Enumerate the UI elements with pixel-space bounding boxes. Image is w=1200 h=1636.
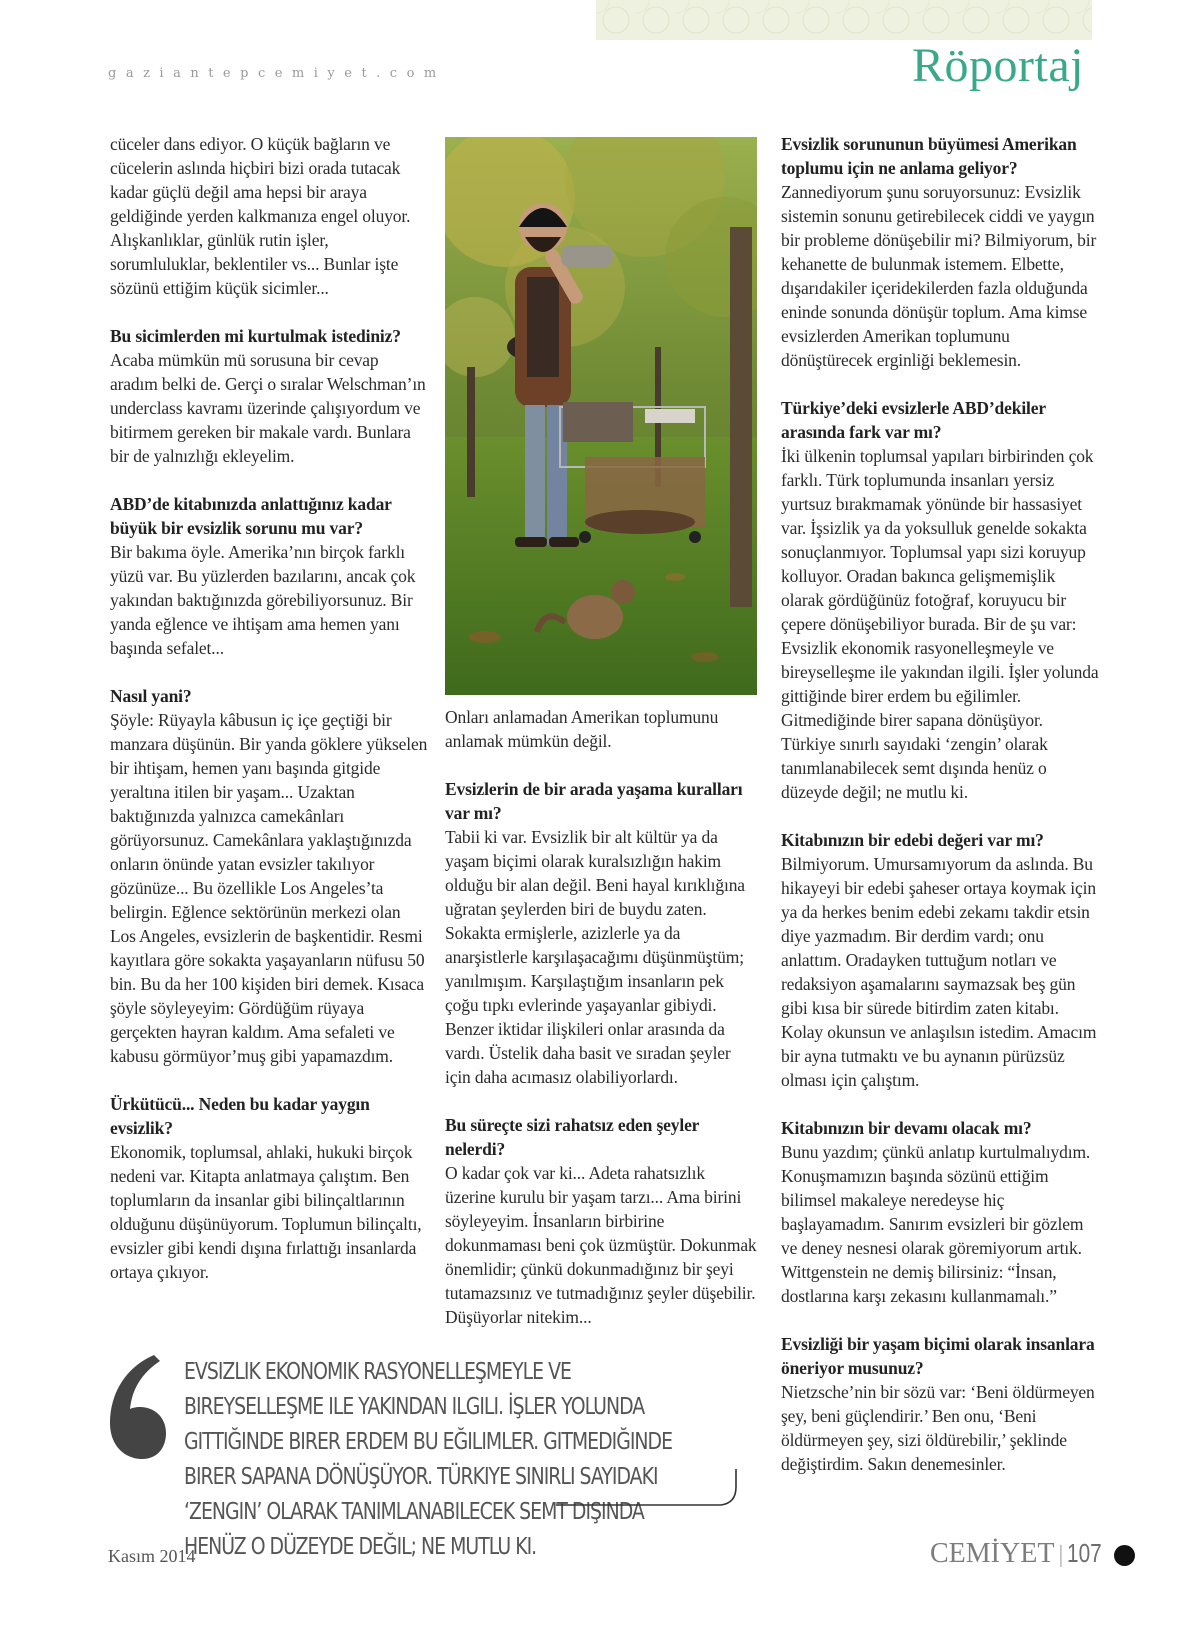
- answer-paragraph: Tabii ki var. Evsizlik bir alt kültür ya da yaşam biçimi olarak kuralsızlığın hakim olduğu bir alan değil. Beni hayal kırıklığına uğratan şeylerden biri de buydu zaten. Sokakta ermişlerle, azizlerle ya da anarşistlerle karşılaşacağımı düşünmüştüm; yanılmışım. Karşılaştığım insanların pek çoğu tıpkı evlerinde yaşayanlar gibiydi. Benzer iktidar ilişkileri onlar arasında da vardı. Üstelik daha basit ve sıradan şeyler için daha acımasız olabiliyorlardı.: [445, 827, 745, 1087]
- column-3: [781, 132, 1099, 1500]
- answer-paragraph: İki ülkenin toplumsal yapıları birbirinden çok farklı. Türk toplumunda insanları yersiz yurtsuz bırakmamak yönünde bir hassasiyet var. İşsizlik ya da yoksulluk genelde sokakta sonuçlanmıyor. Toplumsal yapı sizi koruyup kolluyor. Oradan bakınca gelişmemişlik olarak gördüğünüz fotoğraf, koruyucu bir çepere dönüşebiliyor burada. Bir de şu var: Evsizlik ekonomik rasyonelleşmeyle ve bireyselleşme ile yakından ilgili. İşler yolunda gittiğinde birer erdem bu eğilimler. Gitmediğinde birer sapana dönüşüyor. Türkiye sınırlı sayıdaki ‘zengin’ olarak tanımlanabilecek semt dışında henüz o düzeyde değil; ne mutlu ki.: [781, 446, 1099, 802]
- question-heading: Kitabınızın bir edebi değeri var mı?: [781, 830, 1044, 850]
- answer-paragraph: Zannediyorum şunu soruyorsunuz: Evsizlik sistemin sonunu getirebilecek ciddi ve yaygın bir probleme dönüşebilir mi? Bilmiyorum, bir kehanette de bulunmak istemem. Elbette, dışarıdakiler içeridekilerden fazla olduğunda eninde sonunda dönüşür toplum. Ama kimse evsizlerden Amerikan toplumunu dönüştürecek erginliği beklemesin.: [781, 182, 1097, 370]
- qa-block: [781, 396, 1099, 804]
- site-url: gaziantepcemiyet.com: [108, 66, 446, 81]
- question-heading: Nasıl yani?: [110, 686, 192, 706]
- answer-paragraph: Şöyle: Rüyayla kâbusun iç içe geçtiği bir manzara düşünün. Bir yanda göklere yükselen bir ihtişam, hemen yanı başında gitgide yeraltına itilen bir yaşam... Uzaktan baktığınızda yalnızca camekânları görüyorsunuz. Camekânlara yaklaştığınızda onların önünde yatan evsizler takılıyor gözünüze... Bu özellikle Los Angeles’ta belirgin. Eğlence sektörünün merkezi olan Los Angeles, evsizlerin de başkentidir. Resmi kayıtlara göre sokakta yaşayanların nüfusu 50 bin. Bu da her 100 kişiden biri demek. Kısaca şöyle söyleyeyim: Gördüğüm rüyaya gerçekten hayran kaldım. Ama sefaleti ve kabusu görmüyor’muş gibi yapamazdım.: [110, 710, 428, 1066]
- qa-block: [110, 684, 428, 1068]
- question-heading: Kitabınızın bir devamı olacak mı?: [781, 1118, 1032, 1138]
- magazine-brand: [930, 1538, 1067, 1570]
- qa-block: [445, 705, 757, 753]
- question-heading: Bu sicimlerden mi kurtulmak istediniz?: [110, 326, 401, 346]
- answer-paragraph: cüceler dans ediyor. O küçük bağların ve cücelerin aslında hiçbiri bizi orada tutacak kadar güçlü değil ama hepsi bir araya geldiğinde yerden kalkmanıza engel oluyor. Alışkanlıklar, günlük rutin işler, sorumluluklar, beklentiler vs... Bunlar işte sözünü ettiğim küçük sicimler...: [110, 134, 411, 298]
- answer-paragraph: Nietzsche’nin bir sözü var: ‘Beni öldürmeyen şey, beni güçlendirir.’ Ben onu, ‘Beni öldürmeyen şey, sizi öldürebilir,’ şeklinde değiştirdim. Sakın denemesinler.: [781, 1382, 1095, 1474]
- quotation-mark-icon: [108, 1353, 168, 1463]
- question-heading: ABD’de kitabınızda anlattığınız kadar büyük bir evsizlik sorunu mu var?: [110, 494, 392, 538]
- answer-paragraph: Ekonomik, toplumsal, ahlaki, hukuki birçok nedeni var. Kitapta anlatmaya çalıştım. Ben toplumların da insanlar gibi bilinçaltlarının olduğunu düşünüyorum. Toplumun bilinçaltı, evsizler gibi kendi dışına fırlattığı insanlarda ortaya çıkıyor.: [110, 1142, 422, 1282]
- article-photo: [445, 137, 757, 695]
- answer-paragraph: Onları anlamadan Amerikan toplumunu anlamak mümkün değil.: [445, 707, 719, 751]
- footer-separator: |: [1058, 1542, 1064, 1568]
- qa-block: [110, 492, 428, 660]
- column-1: [110, 132, 428, 1308]
- page-number: 107: [1067, 1538, 1102, 1568]
- section-title: Röportaj: [912, 39, 1084, 92]
- column-2: [445, 705, 757, 1353]
- answer-paragraph: Acaba mümkün mü sorusuna bir cevap aradım belki de. Gerçi o sıralar Welschman’ın underclass kavramı üzerinde çalışıyordum ve bitirmem gereken bir makale vardı. Bunlara bir de yalnızlığı ekleyelim.: [110, 350, 426, 466]
- qa-block: [110, 1092, 428, 1284]
- brand-name: CEMİYET: [930, 1538, 1055, 1569]
- question-heading: Evsizlik sorununun büyümesi Amerikan toplumu için ne anlama geliyor?: [781, 134, 1077, 178]
- footer-bullet-icon: [1114, 1545, 1135, 1566]
- qa-block: [110, 324, 428, 468]
- answer-paragraph: Bunu yazdım; çünkü anlatıp kurtulmalıydım. Konuşmamızın başında sözünü ettiğim bilimsel makaleye neredeyse hiç başlayamadım. Sanırım evsizleri bir gözlem ve deney nesnesi olarak göremiyorum artık. Wittgenstein ne demiş bilirsiniz: “İnsan, dostlarına karşı zekasını kullanmamalı.”: [781, 1142, 1091, 1306]
- question-heading: Türkiye’deki evsizlerle ABD’dekiler arasında fark var mı?: [781, 398, 1046, 442]
- photo-homeless-man-with-cart: [445, 137, 757, 695]
- header-decorative-pattern: [596, 0, 1092, 40]
- answer-paragraph: Bilmiyorum. Umursamıyorum da aslında. Bu hikayeyi bir edebi şaheser ortaya koymak için ya da herkes benim edebi zekamı takdir etsin diye yazmadım. Bir derdim vardı; onu anlattım. Oradayken tuttuğum notları ve redaksiyon aşamalarını saymazsak beş gün gibi kısa bir sürede bitirdim zaten kitabı. Kolay okunsun ve anlaşılsın istedim. Amacım bir ayna tutmaktı ve bu aynanın pürüzsüz olması için çalıştım.: [781, 854, 1097, 1090]
- question-heading: Evsizliği bir yaşam biçimi olarak insanlara öneriyor musunuz?: [781, 1334, 1095, 1378]
- qa-block: [781, 1116, 1099, 1308]
- qa-block: [781, 828, 1099, 1092]
- pull-quote-text: EVSIZLIK EKONOMIK RASYONELLEŞMEYLE VE BIREYSELLEŞME ILE YAKINDAN ILGILI. İŞLER YOLUNDA GITTIĞINDE BIRER ERDEM BU EĞILIMLER. GITMEDIĞINDE BIRER SAPANA DÖNÜŞÜYOR. TÜRKIYE SINIRLI SAYIDAKI ‘ZENGIN’ OLARAK TANIMLANABILECEK SEMT DIŞINDA HENÜZ O DÜZEYDE DEĞIL; NE MUTLU KI.: [184, 1359, 673, 1560]
- qa-block: [445, 777, 757, 1089]
- pull-quote-underline: [556, 1467, 741, 1507]
- qa-block: [110, 132, 428, 300]
- qa-block: [445, 1113, 757, 1329]
- question-heading: Bu süreçte sizi rahatsız eden şeyler nelerdi?: [445, 1115, 699, 1159]
- question-heading: Evsizlerin de bir arada yaşama kuralları var mı?: [445, 779, 743, 823]
- answer-paragraph: Bir bakıma öyle. Amerika’nın birçok farklı yüzü var. Bu yüzlerden bazılarını, ancak çok yakından baktığınızda görebiliyorsunuz. Bir yanda eğlence ve ihtişam ama hemen yanı başında sefalet...: [110, 542, 416, 658]
- qa-block: [781, 132, 1099, 372]
- question-heading: Ürkütücü... Neden bu kadar yaygın evsizlik?: [110, 1094, 370, 1138]
- qa-block: [781, 1332, 1099, 1476]
- answer-paragraph: O kadar çok var ki... Adeta rahatsızlık üzerine kurulu bir yaşam tarzı... Ama birini söyleyeyim. İnsanların birbirine dokunmaması beni çok üzmüştür. Dokunmak önemlidir; çünkü dokunmadığınız bir şeyi tutamazsınız ve tutmadığınız şeyler düşebilir. Düşüyorlar nitekim...: [445, 1163, 757, 1327]
- issue-date: Kasım 2014: [108, 1546, 196, 1566]
